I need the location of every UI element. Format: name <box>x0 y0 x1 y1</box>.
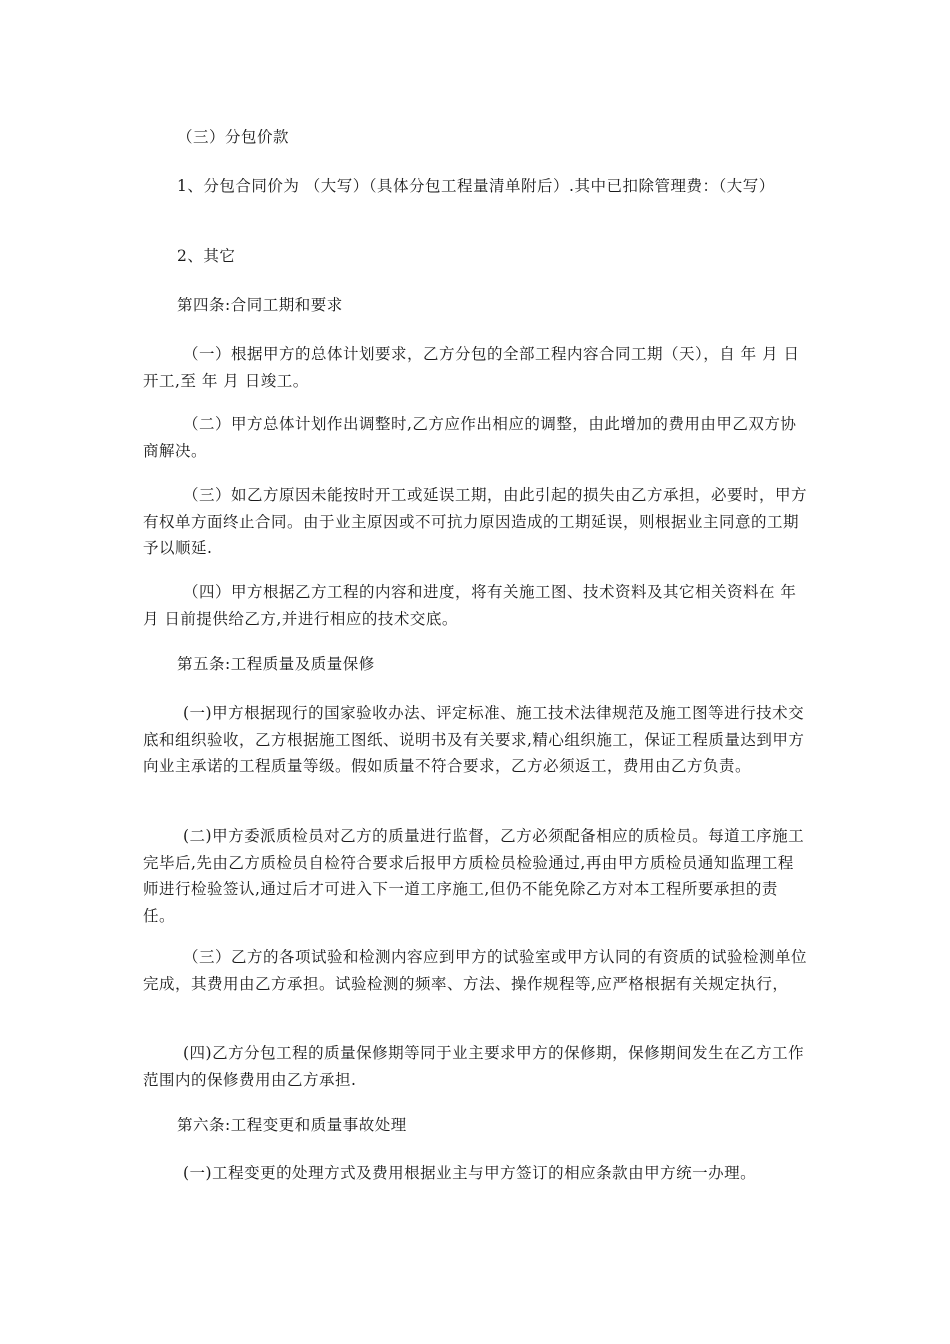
paragraph-5-1: (一)甲方根据现行的国家验收办法、评定标准、施工技术法律规范及施工图等进行技术交底和组织验收，乙方根据施工图纸、说明书及有关要求,精心组织施工，保证工程质量达到甲方向业主承诺的工程质量等级。假如质量不符合要求，乙方必须返工，费用由乙方负责。 <box>143 704 805 775</box>
article-heading-6: 第六条:工程变更和质量事故处理 <box>177 1116 407 1134</box>
paragraph-4-1: （一）根据甲方的总体计划要求，乙方分包的全部工程内容合同工期（天），自 年 月 日开工,至 年 月 日竣工。 <box>143 345 800 390</box>
subsection-heading-price: （三）分包价款 <box>177 128 290 146</box>
paragraph-5-3: （三）乙方的各项试验和检测内容应到甲方的试验室或甲方认同的有资质的试验检测单位完成，其费用由乙方承担。试验检测的频率、方法、操作规程等,应严格根据有关规定执行， <box>143 948 808 993</box>
paragraph-5-4: (四)乙方分包工程的质量保修期等同于业主要求甲方的保修期，保修期间发生在乙方工作范围内的保修费用由乙方承担. <box>143 1044 805 1089</box>
article-heading-4: 第四条:合同工期和要求 <box>177 296 343 314</box>
article-heading-5: 第五条:工程质量及质量保修 <box>177 655 375 673</box>
paragraph-4-3: （三）如乙方原因未能按时开工或延误工期，由此引起的损失由乙方承担，必要时，甲方有权单方面终止合同。由于业主原因或不可抗力原因造成的工期延误，则根据业主同意的工期予以顺延. <box>143 486 808 557</box>
paragraph-contract-price: 1、分包合同价为 （大写）（具体分包工程量清单附后）.其中已扣除管理费：（大写） <box>177 177 775 195</box>
paragraph-6-1: (一)工程变更的处理方式及费用根据业主与甲方签订的相应条款由甲方统一办理。 <box>183 1164 757 1182</box>
paragraph-4-2: （二）甲方总体计划作出调整时,乙方应作出相应的调整，由此增加的费用由甲乙双方协商解决。 <box>143 415 797 460</box>
paragraph-5-2: (二)甲方委派质检员对乙方的质量进行监督，乙方必须配备相应的质检员。每道工序施工完毕后,先由乙方质检员自检符合要求后报甲方质检员检验通过,再由甲方质检员通知监理工程师进行检验签认,通过后才可进入下一道工序施工,但仍不能免除乙方对本工程所要承担的责任。 <box>143 827 805 925</box>
paragraph-other: 2、其它 <box>177 247 236 265</box>
paragraph-4-4: （四）甲方根据乙方工程的内容和进度，将有关施工图、技术资料及其它相关资料在 年 月 日前提供给乙方,并进行相应的技术交底。 <box>143 583 797 628</box>
